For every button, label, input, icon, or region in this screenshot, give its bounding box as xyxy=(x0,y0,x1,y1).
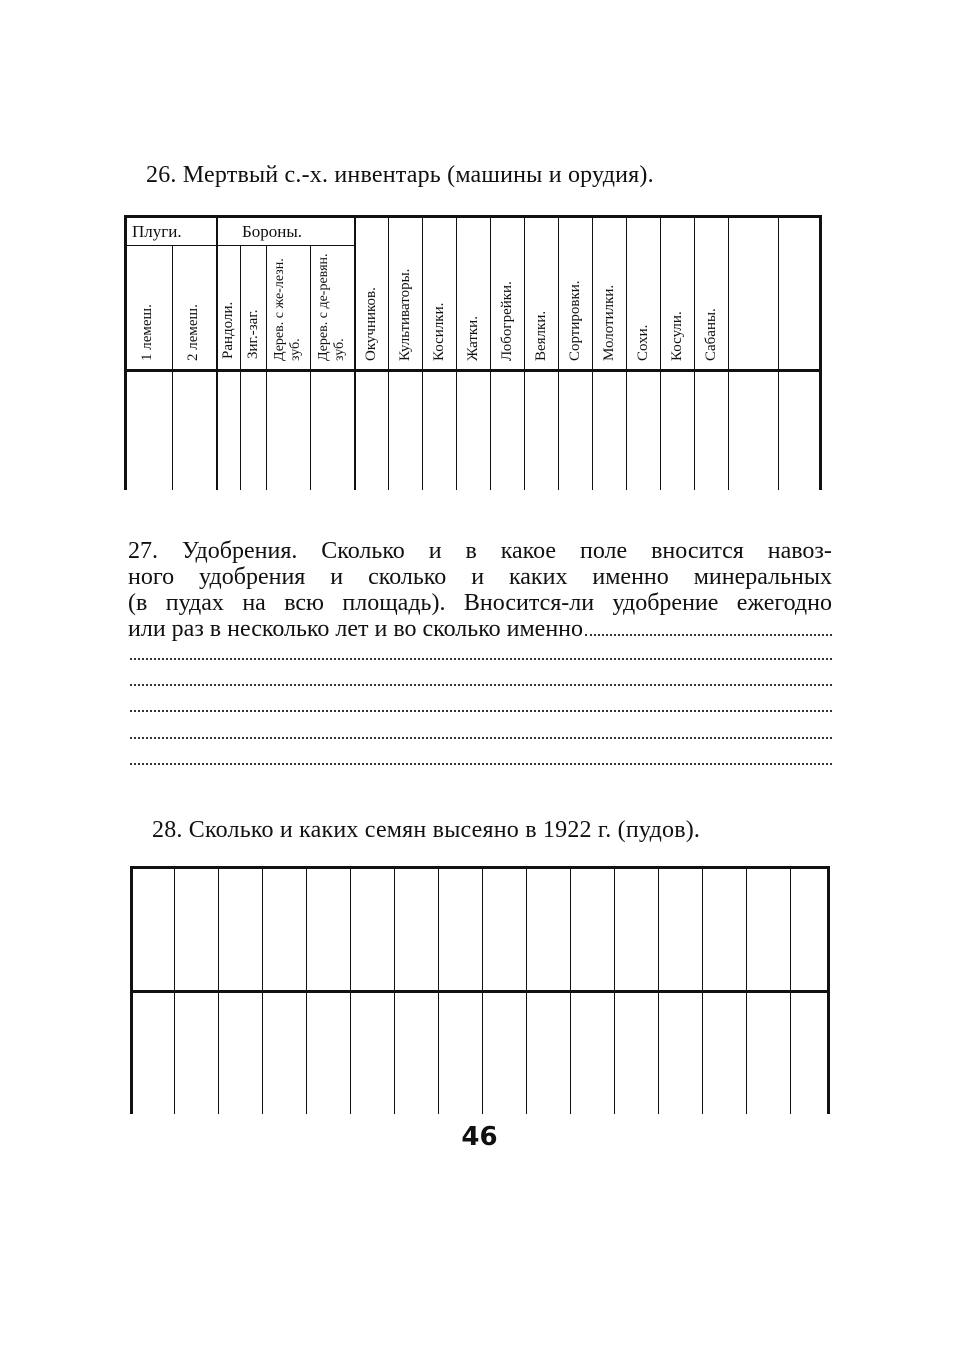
col-divider xyxy=(262,866,263,1114)
col-label: Жатки. xyxy=(465,316,481,361)
table-header-rule xyxy=(124,369,822,372)
question-line xyxy=(128,590,832,616)
col-divider xyxy=(394,866,395,1114)
col-divider xyxy=(526,866,527,1114)
table-left-border xyxy=(130,866,133,1114)
col-label: Зиг.-заг. xyxy=(245,309,261,359)
answer-dotted-line xyxy=(130,684,832,686)
section-26-title: 26. Мертвый с.-х. инвентарь (машины и орудия). xyxy=(146,162,654,188)
col-divider xyxy=(702,866,703,1114)
word: и xyxy=(428,538,442,564)
col-divider xyxy=(422,215,423,490)
section-28-title: 28. Сколько и каких семян высеяно в 1922 г. (пудов). xyxy=(152,817,701,843)
col-divider xyxy=(592,215,593,490)
word: пудах xyxy=(165,590,224,616)
col-divider xyxy=(482,866,483,1114)
page-number: 46 xyxy=(461,1122,498,1152)
harrows-group-rule xyxy=(218,245,354,246)
col-divider xyxy=(456,215,457,490)
question-line-last xyxy=(128,616,832,642)
col-divider xyxy=(694,215,695,490)
col-divider xyxy=(524,215,525,490)
col-divider xyxy=(388,215,389,490)
question-line xyxy=(128,564,832,590)
word: и xyxy=(330,564,344,590)
word: удобрение xyxy=(612,590,719,616)
col-label: Сабаны. xyxy=(703,308,719,361)
col-divider xyxy=(558,215,559,490)
word: Удобрения. xyxy=(181,538,298,564)
col-divider xyxy=(728,215,729,490)
col-divider xyxy=(570,866,571,1114)
word: площадь). xyxy=(342,590,446,616)
col-label: Рандоли. xyxy=(220,301,236,359)
table-right-border xyxy=(827,866,830,1114)
col-label: 2 лемеш. xyxy=(185,304,201,361)
word: Сколько xyxy=(321,538,405,564)
word: какое xyxy=(500,538,557,564)
col-divider xyxy=(626,215,627,490)
word: навоз- xyxy=(767,538,832,564)
col-label: Дерев. с же-лезн. зуб. xyxy=(272,258,303,361)
col-label: 1 лемеш. xyxy=(139,304,155,361)
col-label: Культиваторы. xyxy=(397,268,413,361)
word: на xyxy=(242,590,266,616)
col-divider xyxy=(490,215,491,490)
col-divider xyxy=(218,866,219,1114)
seeds-table xyxy=(130,866,830,1114)
word: всю xyxy=(284,590,324,616)
word: минеральных xyxy=(693,564,832,590)
col-divider xyxy=(310,245,311,490)
table-middle-rule xyxy=(130,990,830,993)
word: 27. xyxy=(128,538,158,564)
col-divider xyxy=(746,866,747,1114)
word: именно xyxy=(592,564,669,590)
word: каких xyxy=(508,564,568,590)
question-line xyxy=(128,538,832,564)
answer-dotted-line xyxy=(130,737,832,739)
col-divider xyxy=(172,245,173,490)
col-divider xyxy=(174,866,175,1114)
word: удобрения xyxy=(199,564,306,590)
word: Вносится-ли xyxy=(463,590,595,616)
col-label: Молотилки. xyxy=(601,284,617,361)
word: в xyxy=(465,538,477,564)
col-divider xyxy=(778,215,779,490)
word: и xyxy=(471,564,485,590)
table-left-border xyxy=(124,215,127,490)
col-label: Окучников. xyxy=(363,287,379,361)
col-label: Веялки. xyxy=(533,310,549,361)
col-divider xyxy=(350,866,351,1114)
answer-dot-fill xyxy=(585,616,832,636)
col-divider xyxy=(266,245,267,490)
inventory-table xyxy=(124,215,822,490)
word: вносится xyxy=(651,538,744,564)
word: (в xyxy=(128,590,148,616)
col-divider xyxy=(660,215,661,490)
col-divider xyxy=(658,866,659,1114)
col-divider xyxy=(240,245,241,490)
group-plows: Плуги. xyxy=(132,222,182,241)
table-top-rule xyxy=(124,215,822,218)
col-label: Сортировки. xyxy=(567,280,583,361)
group-harrows: Бороны. xyxy=(242,222,303,241)
col-divider xyxy=(216,215,218,490)
word: ного xyxy=(128,564,175,590)
answer-dotted-line xyxy=(130,763,832,765)
col-label: Лобогрейки. xyxy=(499,281,515,361)
col-label: Дерев. с де-ревян. зуб. xyxy=(316,253,347,361)
col-label: Косули. xyxy=(669,311,685,361)
col-divider xyxy=(354,215,356,490)
col-divider xyxy=(306,866,307,1114)
plows-group-rule xyxy=(124,245,218,246)
fertilizer-question xyxy=(128,538,832,642)
table-right-border xyxy=(819,215,822,490)
col-divider xyxy=(614,866,615,1114)
col-divider xyxy=(790,866,791,1114)
answer-dotted-line xyxy=(130,658,832,660)
word: сколько xyxy=(368,564,447,590)
col-label: Сохи. xyxy=(635,324,651,361)
col-divider xyxy=(438,866,439,1114)
answer-dotted-line xyxy=(130,710,832,712)
col-label: Косилки. xyxy=(431,302,447,361)
table-top-rule xyxy=(130,866,830,869)
word: поле xyxy=(580,538,628,564)
question-line-text: или раз в несколько лет и во сколько именно xyxy=(128,616,584,642)
word: ежегодно xyxy=(736,590,832,616)
